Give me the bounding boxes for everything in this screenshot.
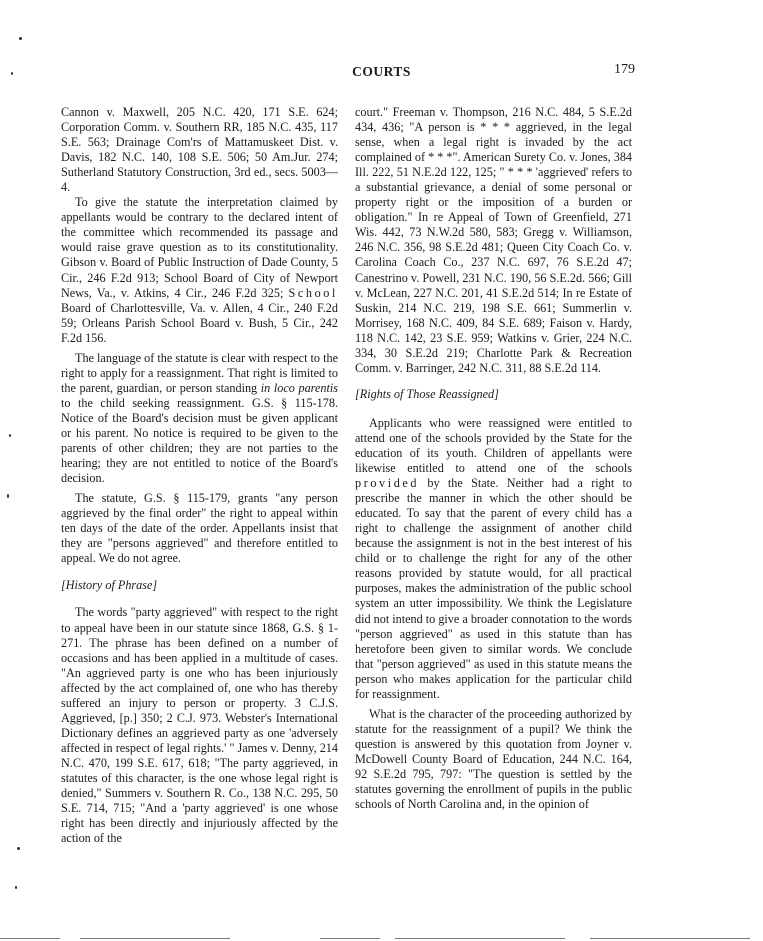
rights-paragraph [355, 416, 632, 702]
scan-speck [19, 37, 22, 40]
text-run: Board of Charlottesville, Va. v. Allen, 4 Cir., 240 F.2d 59; Orleans Parish School Board v. Bush, 5 Cir., 242 F.2d 156. [61, 300, 338, 345]
right-column [355, 105, 632, 812]
section-heading-history: [History of Phrase] [61, 578, 158, 593]
scan-speck [17, 847, 20, 850]
scan-speck [11, 72, 13, 75]
bottom-scan-edge [80, 938, 230, 939]
page-header [0, 62, 763, 82]
running-head: COURTS [352, 64, 411, 79]
scan-speck [7, 494, 9, 498]
bottom-scan-edge [320, 938, 380, 939]
page-number: 179 [614, 62, 635, 77]
history-paragraph: The words "party aggrieved" with respect to the right to appeal have been in our statute since 1868, G.S. § 1-271. The phrase has been defined on a number of occasions and has been applied in a multitude of cases. "An aggrieved party is one who has been injuriously affected by the act complained of, one who has thereby suffered an injury to person or property. 3 C.J.S. Aggrieved, [p.] 350; 2 C.J. 973. Webster's International Dictionary defines an aggrieved party as one 'adversely affected in respect of legal rights.' " James v. Denny, 214 N.C. 470, 199 S.E. 617, 618; "The party aggrieved, in statutes of this character, is the one whose legal right is denied," Summers v. Southern R. Co., 138 N.C. 295, 50 S.E. 714, 715; "And a 'party aggrieved' is one whose right has been directly and injuriously affected by the action of the [61, 605, 338, 846]
bottom-scan-edge [395, 938, 565, 939]
statute-language-paragraph [61, 351, 338, 486]
text-run: to the child seeking reassignment. G.S. § 115-178. Notice of the Board's decision must be given applicant or his parent. No notice is required to be given to the parents of other children; they are not parties to the hearing; they are not entitled to notice of the Board's decision. [61, 395, 338, 486]
latin-phrase: in loco parentis [260, 380, 338, 395]
bottom-scan-edge [0, 938, 60, 939]
citation-paragraph: Cannon v. Maxwell, 205 N.C. 420, 171 S.E. 624; Corporation Comm. v. Southern RR, 185 N.C. 435, 117 S.E. 563; Drainage Com'rs of Mattamuskeet Dist. v. Davis, 182 N.C. 140, 108 S.E. 506; 50 Am.Jur. 274; Sutherland Statutory Construction, 3rd ed., secs. 5003—4. [61, 105, 338, 195]
letterspaced-word: provided [355, 476, 420, 491]
text-run: by the State. Neither had a right to prescribe the manner in which the other should be educated. To say that the parent of every child has a right to challenge the assignment of another child because the assignment is not in the best interest of his child or to challenge the right for any of the other reasons provided by statute would, for all practical purposes, makes the administration of the public school system an utter impossibility. We think the Legislature did not intend to give a broader connotation to the words "person aggrieved" as used in this statute than has heretofore been given to similar words. We conclude that "person aggrieved" as used in this statute means the person who makes application for the particular child for reassignment. [355, 476, 632, 701]
letterspaced-word: School [288, 285, 338, 300]
continued-citation-paragraph: court." Freeman v. Thompson, 216 N.C. 484, 5 S.E.2d 434, 436; "A person is * * * aggrieved, in the legal sense, when a legal right is invaded by the act complained of * * *". American Surety Co. v. Jones, 384 Ill. 222, 51 N.E.2d 122, 125; " * * * 'aggrieved' refers to a substantial grievance, a denial of some personal or property right or the imposition of a burden or obligation." In re Appeal of Town of Greenfield, 271 Wis. 442, 73 N.W.2d 580, 583; Gregg v. Williamson, 246 N.C. 356, 98 S.E.2d 481; Queen City Coach Co. v. Carolina Coach Co., 237 N.C. 697, 76 S.E.2d 47; Canestrino v. Powell, 231 N.C. 190, 56 S.E.2d. 566; Gill v. McLean, 227 N.C. 201, 41 S.E.2d 514; In re Estate of Suskin, 214 N.C. 219, 198 S.E. 661; Summerlin v. Morrisey, 168 N.C. 409, 84 S.E. 689; Faison v. Hardy, 118 N.C. 142, 23 S.E. 959; Watkins v. Grier, 224 N.C. 334, 30 S.E.2d 219; Charlotte Park & Recreation Comm. v. Barringer, 242 N.C. 311, 88 S.E.2d 114. [355, 105, 633, 375]
interpretation-paragraph [61, 195, 338, 345]
bottom-scan-edge [590, 938, 750, 939]
text-run: Applicants who were reassigned were entitled to attend one of the schools provided by the State for the education of its youth. Children of appellants were likewise entitled to attend one of the schools [355, 415, 632, 476]
proceeding-paragraph: What is the character of the proceeding authorized by statute for the reassignment of a pupil? We think the question is answered by this quotation from Joyner v. McDowell County Board of Education, 244 N.C. 164, 92 S.E.2d 795, 797: "The question is settled by the statutes governing the enrollment of pupils in the public schools of North Carolina and, in the opinion of [355, 706, 632, 812]
appeal-paragraph: The statute, G.S. § 115-179, grants "any person aggrieved by the final order" the right to appeal within ten days of the date of the order. Appellants insist that they are "persons aggrieved" and therefore entitled to appeal. We do not agree. [61, 491, 338, 566]
left-column [61, 105, 338, 846]
scan-speck [15, 886, 17, 889]
scan-speck [9, 434, 11, 437]
section-heading-rights: [Rights of Those Reassigned] [355, 386, 499, 401]
text-run: The language of the statute is clear with respect to the right to apply for a reassignment. That right is limited to the parent, guardian, or person standing [61, 350, 338, 395]
text-run: To give the statute the interpretation claimed by appellants would be contrary to the declared intent of the committee which recommended its passage and would raise grave question as to its constitutionality. Gibson v. Board of Public Instruction of Dade County, 5 Cir., 246 F.2d 913; School Board of City of Newport News, Va., v. Atkins, 4 Cir., 246 F.2d 325; [61, 195, 338, 300]
